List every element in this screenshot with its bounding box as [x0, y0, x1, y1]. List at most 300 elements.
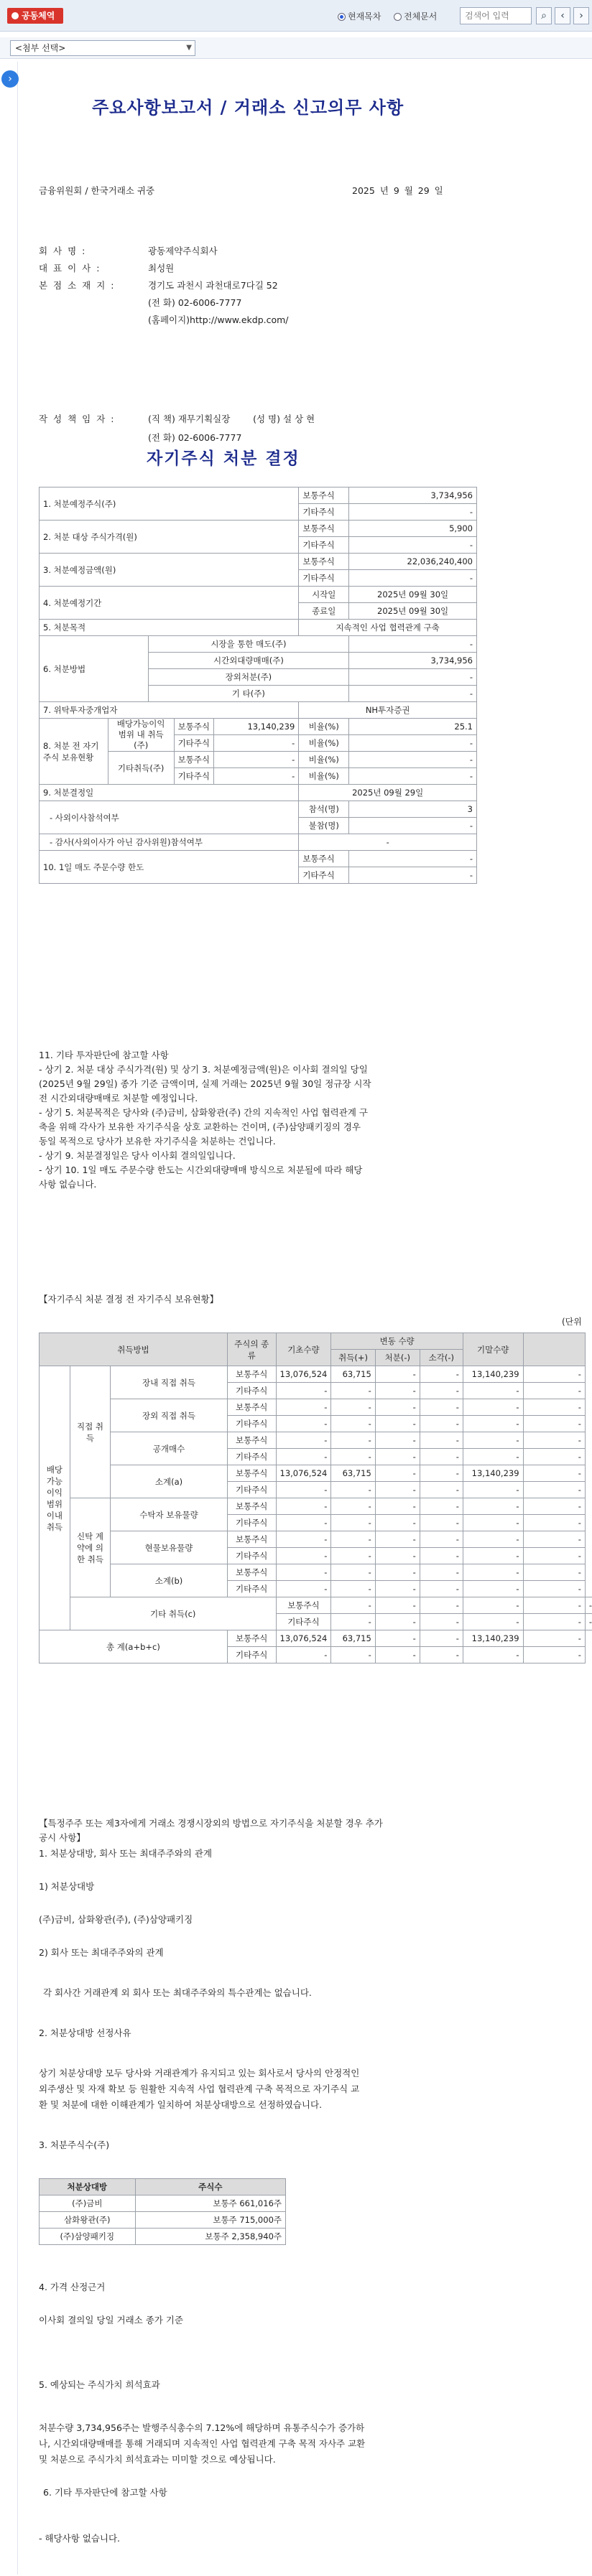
row-label: 7. 위탁투자중개업자	[40, 702, 299, 719]
radio-all-document[interactable]	[394, 10, 437, 22]
company-row	[39, 244, 218, 257]
writer-row	[39, 412, 315, 425]
company-value: 광동제약주식회사	[148, 246, 218, 256]
cell: 2025년 09월 30일	[349, 587, 477, 603]
cell: -	[375, 1647, 420, 1663]
cell: 22,036,240,400	[349, 554, 477, 570]
cell: -	[276, 1647, 331, 1663]
cell: -	[276, 1432, 331, 1449]
section-1b-value: 각 회사간 거래관계 외 회사 또는 최대주주와의 특수관계는 없습니다.	[43, 1987, 312, 1998]
cell: 13,076,524	[276, 1366, 331, 1383]
table-row	[40, 801, 477, 818]
cell: -	[523, 1366, 585, 1383]
cell: -	[523, 1531, 585, 1548]
cell: 3,734,956	[349, 487, 477, 504]
table-row	[40, 1597, 592, 1614]
cell: 2025년 09월 29일	[299, 785, 477, 801]
cell: -	[331, 1581, 375, 1597]
document-select-bar	[0, 37, 592, 59]
cell: 보통주식	[299, 487, 349, 504]
cell: -	[463, 1581, 523, 1597]
cell: 보통주식	[299, 521, 349, 537]
logo-text: 공동체역	[22, 11, 55, 21]
table-row	[40, 1465, 592, 1482]
cell: -	[331, 1498, 375, 1515]
row-label: 4. 처분예정기간	[40, 587, 299, 620]
section-2-line: 상기 처분상대방 모두 당사와 거래관계가 유지되고 있는 회사로서 당사의 안정적인	[39, 2068, 360, 2078]
cell: -	[420, 1597, 463, 1614]
table-row	[40, 1366, 592, 1383]
section-2: 2. 처분상대방 선정사유	[39, 2027, 131, 2038]
cell: -	[276, 1498, 331, 1515]
cell: -	[375, 1416, 420, 1432]
search-input[interactable]	[460, 7, 532, 24]
search-icon[interactable]: ⌕	[536, 7, 552, 24]
cell: -	[463, 1482, 523, 1498]
cell: -	[463, 1515, 523, 1531]
row-label: 총 계(a+b+c)	[40, 1630, 228, 1663]
cell: -	[214, 752, 299, 768]
counterparty-table	[39, 2178, 286, 2245]
section-6: 6. 기타 투자판단에 참고할 사항	[43, 2487, 167, 2498]
group-label: 직접 취득	[70, 1366, 110, 1498]
cell: -	[331, 1432, 375, 1449]
cell: 비율(%)	[299, 719, 349, 735]
cell: 5,900	[349, 521, 477, 537]
note-line: - 상기 5. 처분목적은 당사와 (주)금비, 삼화왕관(주) 간의 지속적인 사업 협력관계 구	[39, 1107, 368, 1118]
cell: -	[276, 1383, 331, 1399]
cell: -	[420, 1416, 463, 1432]
table-row	[40, 636, 477, 653]
cell: -	[375, 1531, 420, 1548]
cell: -	[375, 1614, 420, 1630]
section-5-line: 및 처분으로 주식가치 희석효과는 미미할 것으로 예상됩니다.	[39, 2454, 276, 2465]
row-label: 기타 취득(c)	[70, 1597, 276, 1630]
section-6-value: - 해당사항 없습니다.	[39, 2533, 121, 2544]
row-label: 소계(a)	[111, 1465, 228, 1498]
row-label: 장외 직접 취득	[111, 1399, 228, 1432]
cell: 보통주식	[174, 719, 214, 735]
cell: -	[375, 1548, 420, 1564]
cell: 보통주식	[227, 1399, 276, 1416]
cell: 기타주식	[227, 1548, 276, 1564]
section-1: 1. 처분상대방, 회사 또는 최대주주와의 관계	[39, 1848, 213, 1859]
cell: -	[214, 735, 299, 752]
cell: -	[420, 1399, 463, 1416]
cell: 기타주식	[227, 1449, 276, 1465]
cell: 비율(%)	[299, 735, 349, 752]
cell: -	[523, 1614, 585, 1630]
note-line: - 상기 10. 1일 매도 주문수량 한도는 시간외대량매매 방식으로 처분될에 따라 해당	[39, 1165, 363, 1175]
cell: -	[276, 1548, 331, 1564]
row-label: 10. 1일 매도 주문수량 한도	[40, 851, 299, 884]
cell: 2025년 09월 30일	[349, 603, 477, 620]
radio-current-section[interactable]	[338, 10, 381, 22]
cell: -	[349, 504, 477, 521]
row-label: - 사외이사참석여부	[40, 801, 299, 834]
cell: (주)삼양패키징	[40, 2229, 136, 2245]
cell: -	[375, 1432, 420, 1449]
cell: 불참(명)	[299, 818, 349, 834]
radio-on-icon	[338, 13, 346, 21]
row-label: 소계(b)	[111, 1564, 228, 1597]
note-line: 축을 위해 각사가 보유한 자기주식을 상호 교환하는 건이며, (주)삼양패키징의 경우	[39, 1121, 361, 1132]
cell: -	[375, 1564, 420, 1581]
note-line: (2025년 9월 29일) 종가 기준 금액이며, 실제 거래는 2025년 9월 30일 정규장 시작	[39, 1078, 371, 1089]
dart-logo[interactable]	[7, 8, 63, 24]
table-header-row	[40, 1333, 592, 1350]
section-4-value: 이사회 결의일 당일 거래소 종가 기준	[39, 2315, 183, 2325]
col-header: 처분상대방	[40, 2179, 136, 2195]
cell: 3	[349, 801, 477, 818]
table-row	[40, 587, 477, 603]
col-header: 소각(-)	[420, 1350, 463, 1366]
group-label: 배당 가능 이익 범위 이내 취득	[40, 1366, 70, 1630]
address-value: 경기도 과천시 과천대로7다길 52	[148, 280, 278, 291]
cell: 기타주식	[227, 1482, 276, 1498]
cell: 기타주식	[299, 537, 349, 554]
section-5: 5. 예상되는 주식가치 희석효과	[39, 2379, 160, 2390]
cell: 13,076,524	[276, 1465, 331, 1482]
logo-mark-icon	[11, 12, 19, 19]
col-header: 변동 수량	[331, 1333, 463, 1350]
cell: -	[331, 1449, 375, 1465]
cell: -	[331, 1515, 375, 1531]
cell: -	[276, 1416, 331, 1432]
cell: -	[331, 1548, 375, 1564]
cell: 기타주식	[276, 1614, 331, 1630]
row-label: 장내 직접 취득	[111, 1366, 228, 1399]
cell: -	[420, 1465, 463, 1482]
cell: -	[463, 1416, 523, 1432]
cell: -	[375, 1399, 420, 1416]
cell: 기타주식	[227, 1647, 276, 1663]
cell: 보통주식	[276, 1597, 331, 1614]
cell: -	[523, 1432, 585, 1449]
cell: -	[331, 1531, 375, 1548]
cell: -	[523, 1498, 585, 1515]
cell: 13,076,524	[276, 1630, 331, 1647]
section-5-line: 나, 시간외대량매매를 통해 거래되며 지속적인 사업 협력관계 구축 목적 자사주 교환	[39, 2438, 366, 2449]
cell: (주)금비	[40, 2195, 136, 2212]
table-row	[40, 834, 477, 851]
cell: -	[523, 1647, 585, 1663]
holding-title: 【자기주식 처분 결정 전 자기주식 보유현황】	[39, 1294, 219, 1305]
cell: 보통주 2,358,940주	[135, 2229, 285, 2245]
cell: -	[585, 1614, 592, 1630]
cell: 기타주식	[227, 1416, 276, 1432]
cell: -	[349, 570, 477, 587]
phone-2: (전 화) 02-6006-7777	[148, 432, 242, 443]
cell: -	[349, 537, 477, 554]
cell: -	[523, 1482, 585, 1498]
cell: -	[375, 1581, 420, 1597]
section-2-line: 외주생산 및 자재 확보 등 원활한 지속적 사업 협력관계 구축 목적으로 자기주식 교	[39, 2083, 360, 2094]
top-toolbar	[0, 0, 592, 32]
row-label: 8. 처분 전 자기주식 보유현황	[40, 719, 108, 785]
row-label: 1. 처분예정주식(주)	[40, 487, 299, 521]
cell: -	[523, 1564, 585, 1581]
cell: -	[375, 1482, 420, 1498]
toc-toggle-icon[interactable]: ›	[1, 70, 19, 88]
cell: 기타주식	[299, 867, 349, 884]
note-line: 전 시간외대량매매로 처분할 예정입니다.	[39, 1093, 198, 1103]
cell: 25.1	[349, 719, 477, 735]
cell: -	[585, 1597, 592, 1614]
table-row	[40, 719, 477, 735]
cell: -	[420, 1647, 463, 1663]
cell: -	[420, 1482, 463, 1498]
cell: 보통주식	[227, 1531, 276, 1548]
cell: 기타주식	[227, 1581, 276, 1597]
cell: -	[349, 669, 477, 686]
next-result-icon[interactable]: ›	[573, 7, 589, 24]
cell: -	[523, 1630, 585, 1647]
cell: 보통주식	[227, 1498, 276, 1515]
cell: -	[276, 1581, 331, 1597]
cell: 종료일	[299, 603, 349, 620]
table-row	[40, 1432, 592, 1449]
cell: 기타주식	[174, 768, 214, 785]
cell: -	[349, 818, 477, 834]
section-1a: 1) 처분상대방	[39, 1881, 95, 1892]
cell: -	[349, 686, 477, 702]
cell: 보통주식	[227, 1564, 276, 1581]
cell: -	[420, 1548, 463, 1564]
col-header: 주식수	[135, 2179, 285, 2195]
cell: -	[349, 735, 477, 752]
report-title: 주요사항보고서 / 거래소 신고의무 사항	[92, 97, 404, 118]
table-row	[40, 487, 477, 504]
ceo-value: 최성원	[148, 263, 175, 274]
cell: -	[523, 1465, 585, 1482]
row-label: 2. 처분 대상 주식가격(원)	[40, 521, 299, 554]
sidebar-divider	[17, 62, 18, 2575]
cell: 13,140,239	[463, 1465, 523, 1482]
cell: 63,715	[331, 1465, 375, 1482]
cell: -	[375, 1465, 420, 1482]
cell: -	[331, 1564, 375, 1581]
chevron-down-icon: ▼	[186, 44, 192, 52]
cell: -	[463, 1564, 523, 1581]
cell: -	[463, 1498, 523, 1515]
cell: 보통주식	[227, 1366, 276, 1383]
cell: 비율(%)	[299, 752, 349, 768]
cell: 13,140,239	[463, 1630, 523, 1647]
cell: 장외처분(주)	[148, 669, 349, 686]
ceo-row	[39, 261, 174, 274]
cell: -	[214, 768, 299, 785]
cell: -	[375, 1449, 420, 1465]
cell: 보통주식	[174, 752, 214, 768]
cell: -	[299, 834, 477, 851]
section-1b: 2) 회사 또는 최대주주와의 관계	[39, 1947, 164, 1958]
radio-off-icon	[394, 13, 402, 21]
cell: -	[420, 1498, 463, 1515]
cell: 기타주식	[299, 504, 349, 521]
cell: 3,734,956	[349, 653, 477, 669]
cell: 기 타(주)	[148, 686, 349, 702]
table-row	[40, 521, 477, 537]
cell: -	[523, 1399, 585, 1416]
section-3: 3. 처분주식수(주)	[39, 2139, 110, 2150]
cell: 삼화왕관(주)	[40, 2212, 136, 2229]
col-header: 처분(-)	[375, 1350, 420, 1366]
cell: -	[375, 1498, 420, 1515]
recipient: 금융위원회 / 한국거래소 귀중	[39, 185, 155, 196]
table-row	[40, 2195, 286, 2212]
cell: -	[463, 1432, 523, 1449]
cell: -	[349, 752, 477, 768]
writer-label: 작 성 책 임 자 :	[39, 414, 116, 424]
cell: 참석(명)	[299, 801, 349, 818]
cell: -	[375, 1597, 420, 1614]
note-line: - 상기 2. 처분 대상 주식가격(원) 및 상기 3. 처분예정금액(원)은 이사회 결의일 당일	[39, 1064, 368, 1075]
row-label: - 감사(사외이사가 아닌 감사위원)참석여부	[40, 834, 299, 851]
col-header: 기말수량	[463, 1333, 523, 1366]
col-header: 취득방법	[40, 1333, 228, 1366]
cell: 63,715	[331, 1366, 375, 1383]
cell: -	[349, 768, 477, 785]
cell: 보통주식	[227, 1465, 276, 1482]
cell: -	[331, 1399, 375, 1416]
cell: -	[463, 1383, 523, 1399]
company-label: 회 사 명 :	[39, 246, 87, 256]
cell: -	[523, 1597, 585, 1614]
cell: -	[420, 1581, 463, 1597]
cell: 13,140,239	[214, 719, 299, 735]
holding-table	[39, 1333, 592, 1663]
phone-1: (전 화) 02-6006-7777	[148, 297, 242, 308]
table-row	[40, 554, 477, 570]
cell: -	[331, 1416, 375, 1432]
report-date: 2025 년 9 월 29 일	[352, 185, 443, 196]
cell: -	[463, 1399, 523, 1416]
radio-current-label: 현재목차	[348, 11, 381, 22]
table-row	[40, 1498, 592, 1515]
cell: 배당가능이익 범위 내 취득(주)	[108, 719, 174, 752]
writer-value: (직 책) 재무기획실장 (성 명) 설 상 현	[148, 414, 315, 424]
table-row	[40, 785, 477, 801]
table-row	[40, 1399, 592, 1416]
prev-result-icon[interactable]: ‹	[555, 7, 570, 24]
decision-table	[39, 487, 477, 884]
ceo-label: 대 표 이 사 :	[39, 263, 101, 274]
cell: -	[375, 1630, 420, 1647]
cell: 13,140,239	[463, 1366, 523, 1383]
cell: -	[523, 1515, 585, 1531]
cell: -	[420, 1383, 463, 1399]
cell: -	[276, 1515, 331, 1531]
cell: -	[420, 1614, 463, 1630]
cell: 기타주식	[174, 735, 214, 752]
cell: -	[523, 1383, 585, 1399]
section-2-line: 환 및 처분에 대한 이해관계가 일치하여 처분상대방으로 선정하였습니다.	[39, 2099, 323, 2110]
attachment-select[interactable]	[10, 40, 195, 56]
table-row	[40, 1564, 592, 1581]
cell: 63,715	[331, 1630, 375, 1647]
notes-heading: 11. 기타 투자판단에 참고할 사항	[39, 1050, 169, 1060]
cell: -	[331, 1383, 375, 1399]
note-line: 사항 없습니다.	[39, 1179, 97, 1190]
cell: -	[331, 1597, 375, 1614]
cell: -	[463, 1647, 523, 1663]
cell: -	[276, 1564, 331, 1581]
cell: 보통주식	[227, 1630, 276, 1647]
cell: -	[523, 1548, 585, 1564]
cell: 기타주식	[299, 570, 349, 587]
section-1a-value: (주)금비, 삼화왕관(주), (주)삼양패키징	[39, 1914, 193, 1925]
section-4: 4. 가격 산정근거	[39, 2282, 106, 2292]
cell: 시간외대량매매(주)	[148, 653, 349, 669]
cell: -	[463, 1449, 523, 1465]
cell: 시작일	[299, 587, 349, 603]
row-label: 공개매수	[111, 1432, 228, 1465]
address-row	[39, 279, 278, 291]
cell: -	[349, 851, 477, 867]
unit-label: (단위	[562, 1317, 582, 1327]
row-label: 3. 처분예정금액(원)	[40, 554, 299, 587]
cell: -	[420, 1531, 463, 1548]
cell: -	[420, 1432, 463, 1449]
note-line: 동일 목적으로 당사가 보유한 자기주식을 처분하는 건입니다.	[39, 1136, 276, 1147]
cell: -	[349, 636, 477, 653]
cell: -	[375, 1383, 420, 1399]
homepage: (홈페이지)http://www.ekdp.com/	[148, 314, 289, 325]
cell: -	[276, 1449, 331, 1465]
col-header: 취득(+)	[331, 1350, 375, 1366]
table-row	[40, 851, 477, 867]
cell: 보통주식	[299, 554, 349, 570]
cell: -	[420, 1564, 463, 1581]
cell: NH투자증권	[299, 702, 477, 719]
cell: 기타주식	[227, 1515, 276, 1531]
row-label: 5. 처분목적	[40, 620, 299, 636]
table-row	[40, 2229, 286, 2245]
cell: 보통주식	[299, 851, 349, 867]
cell: -	[276, 1482, 331, 1498]
cell: 시장을 통한 매도(주)	[148, 636, 349, 653]
cell: -	[375, 1366, 420, 1383]
cell: -	[420, 1630, 463, 1647]
row-label: 9. 처분결정일	[40, 785, 299, 801]
cell: -	[523, 1581, 585, 1597]
cell: -	[463, 1597, 523, 1614]
attachment-select-value: <첨부 선택>	[15, 43, 66, 53]
table-row	[40, 1531, 592, 1548]
cell: -	[331, 1482, 375, 1498]
cell: -	[420, 1515, 463, 1531]
notes-section	[39, 1048, 499, 1192]
cell: -	[375, 1515, 420, 1531]
cell: 보통주 715,000주	[135, 2212, 285, 2229]
table-row	[40, 2212, 286, 2229]
cell: 기타취득(주)	[108, 752, 174, 785]
cell: 기타주식	[227, 1383, 276, 1399]
cell: -	[463, 1548, 523, 1564]
row-label: 6. 처분방법	[40, 636, 149, 702]
cell: 보통주식	[227, 1432, 276, 1449]
cell: -	[331, 1647, 375, 1663]
cell: -	[463, 1531, 523, 1548]
cell: -	[523, 1416, 585, 1432]
table-header-row	[40, 2179, 286, 2195]
cell: -	[349, 867, 477, 884]
cell: -	[523, 1449, 585, 1465]
cell: -	[276, 1399, 331, 1416]
col-header: 주식의 종류	[227, 1333, 276, 1366]
cell: -	[420, 1449, 463, 1465]
